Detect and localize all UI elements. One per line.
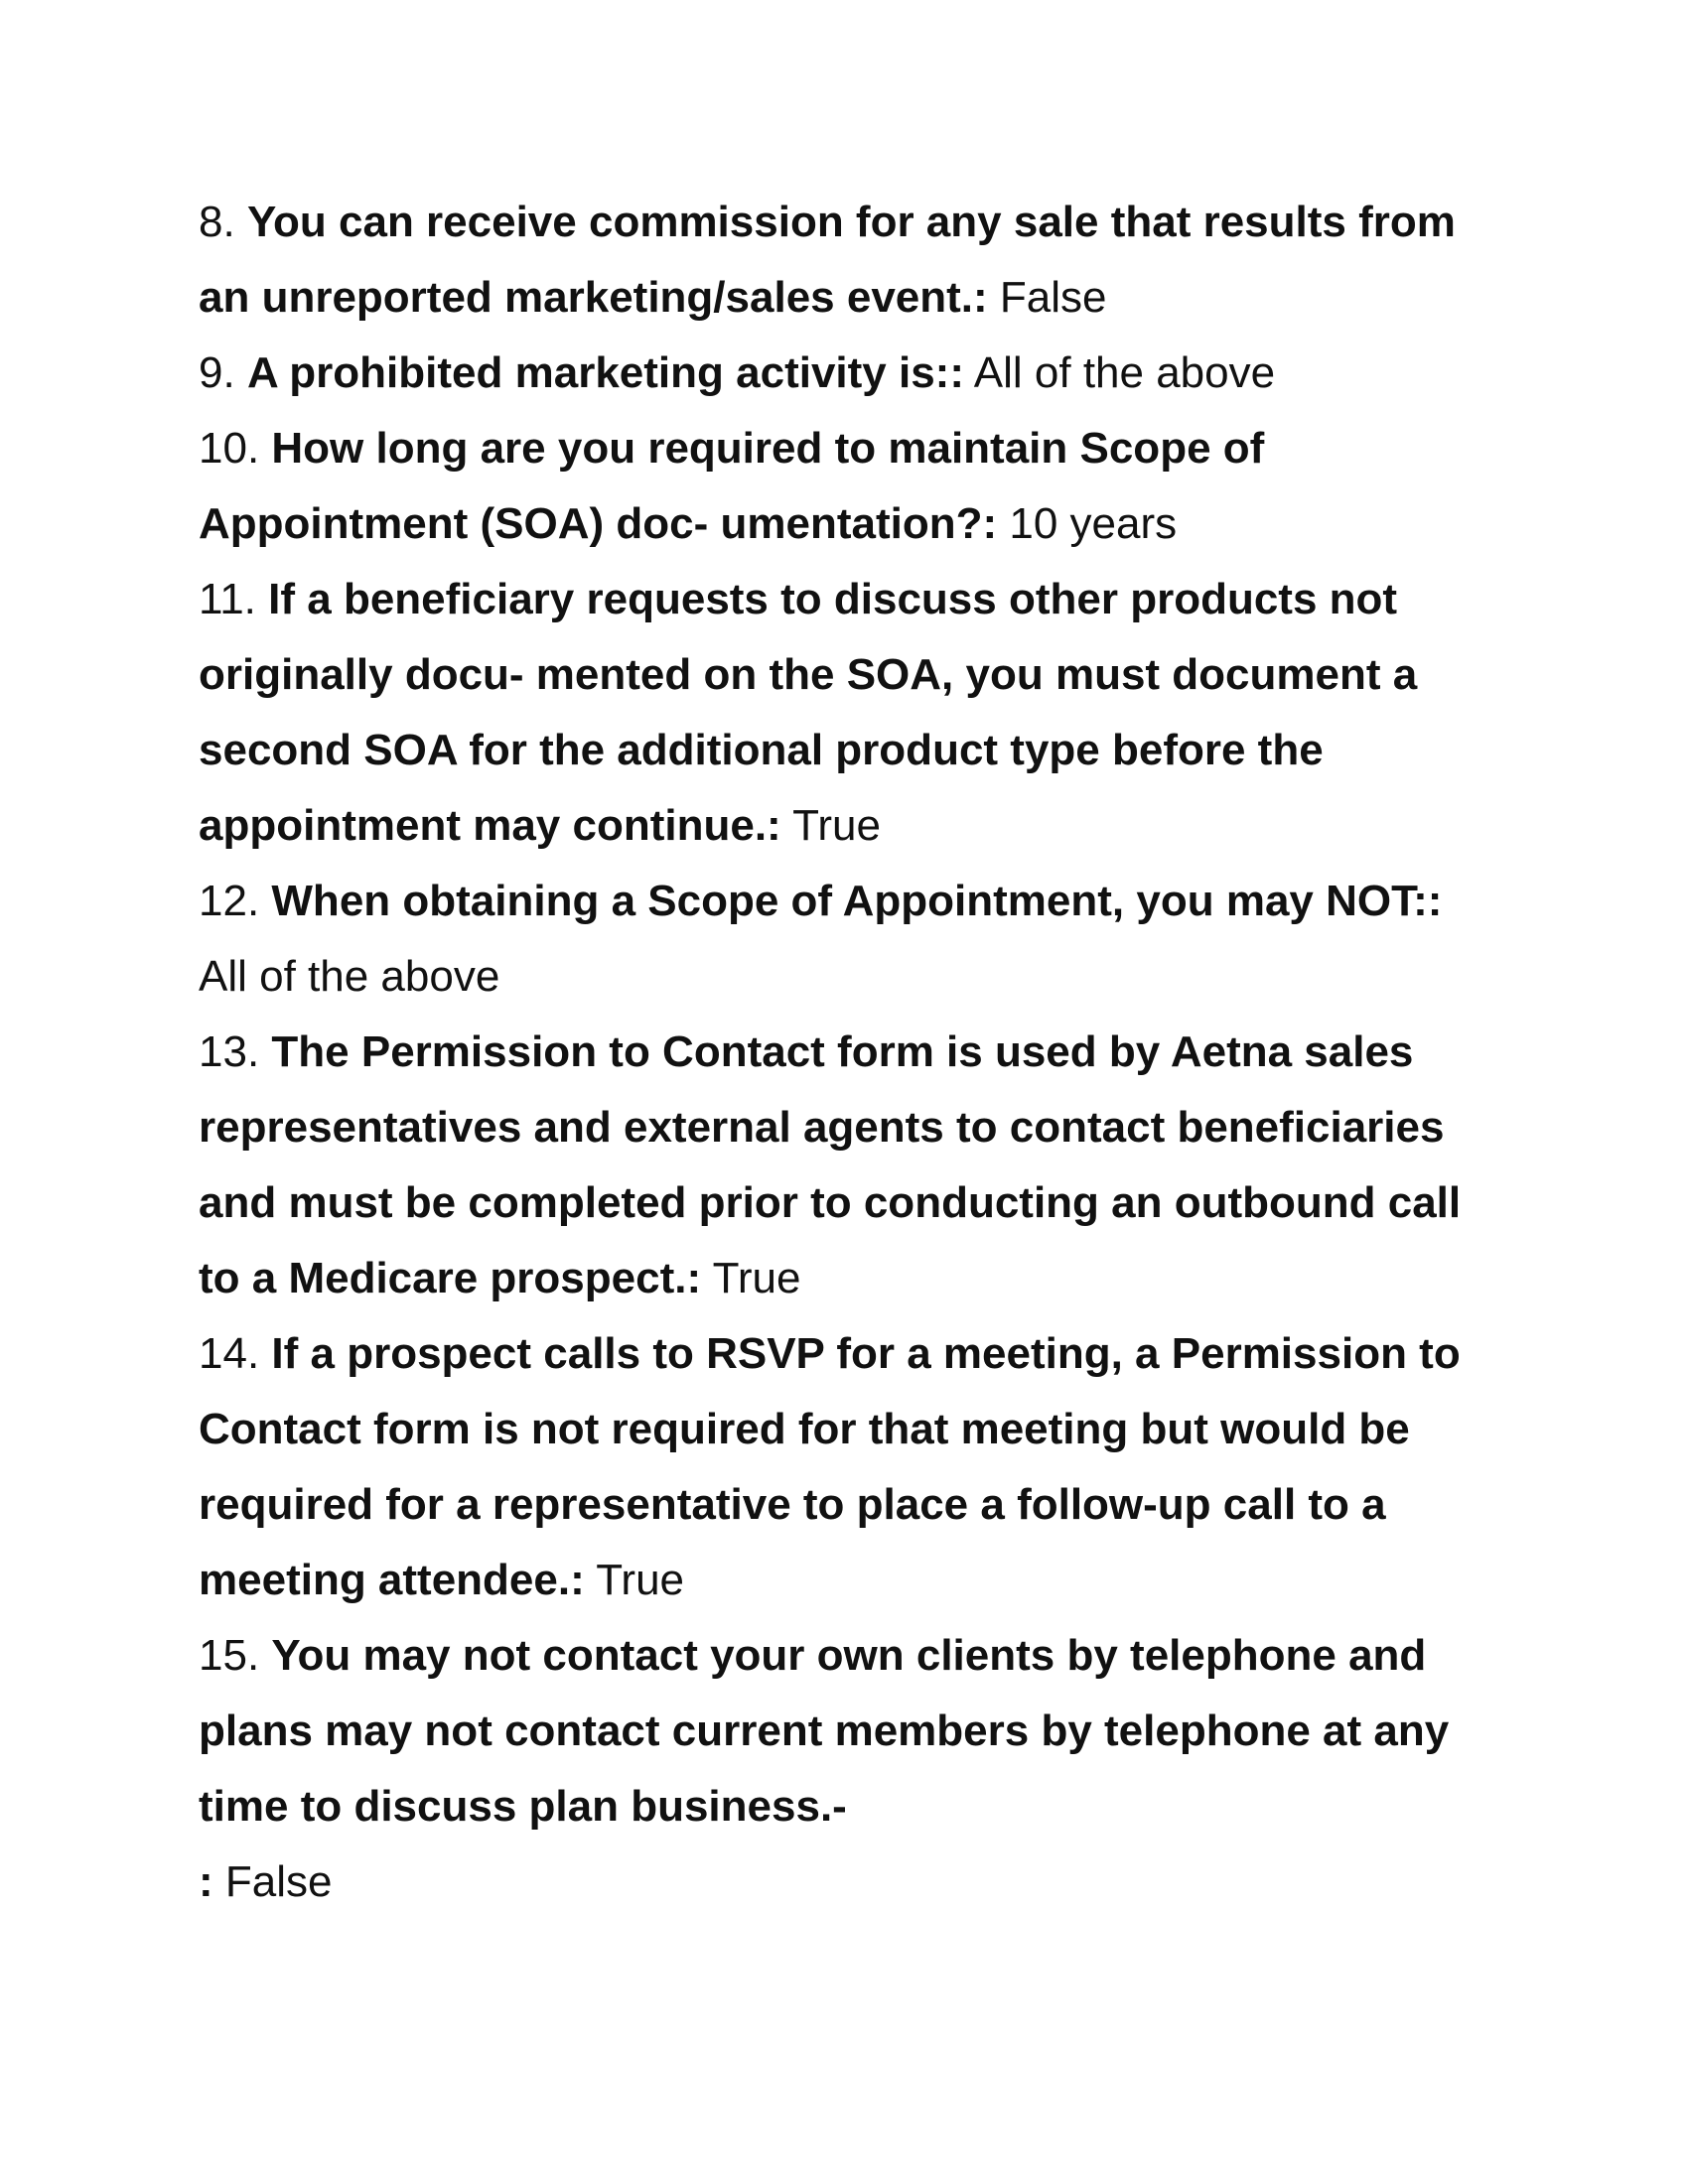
qa-item-9	[199, 336, 1489, 411]
qa-item-12	[199, 864, 1489, 1015]
item-number: 11.	[199, 575, 256, 623]
item-number: 15.	[199, 1631, 260, 1680]
question-text: The Permission to Contact form is used by Aetna sales representatives and external agents to contact beneficiaries and must be completed prior to conducting an outbound call to a Medicare prospect.:	[199, 1027, 1462, 1302]
answer-text: False	[224, 1857, 333, 1906]
item-number: 14.	[199, 1329, 260, 1378]
answer-text: All of the above	[973, 348, 1276, 397]
question-text: How long are you required to maintain Scope of Appointment (SOA) doc- umentation?:	[199, 424, 1265, 548]
answer-text: True	[792, 801, 881, 850]
qa-item-14	[199, 1316, 1489, 1618]
answer-text: True	[596, 1556, 685, 1604]
qa-item-8	[199, 185, 1489, 336]
question-text: If a prospect calls to RSVP for a meeting, a Permission to Contact form is not required for that meeting but would be required for a representative to place a follow-up call to a meeting attendee.:	[199, 1329, 1461, 1604]
answer-text: All of the above	[199, 952, 500, 1001]
question-text: If a beneficiary requests to discuss other products not originally docu- mented on the SOA, you must document a second SOA for the additional product type before the appointment may continue.:	[199, 575, 1418, 850]
qa-item-11	[199, 562, 1489, 864]
item-number: 9.	[199, 348, 235, 397]
qa-item-10	[199, 411, 1489, 562]
item-number: 12.	[199, 877, 260, 925]
item-number: 8.	[199, 198, 235, 246]
question-text: You can receive commission for any sale that results from an unreported marketing/sales event.:	[199, 198, 1456, 322]
question-text: A prohibited marketing activity is::	[246, 348, 964, 397]
answer-text: False	[999, 273, 1107, 322]
question-tail: :	[199, 1857, 213, 1906]
qa-item-13	[199, 1015, 1489, 1316]
qa-item-15	[199, 1618, 1489, 1844]
question-text: When obtaining a Scope of Appointment, you may NOT::	[271, 877, 1443, 925]
answer-text: 10 years	[1009, 499, 1178, 548]
question-text: You may not contact your own clients by telephone and plans may not contact current members by telephone at any time to discuss plan business.-	[199, 1631, 1450, 1831]
qa-item-15-answer-line	[199, 1844, 1489, 1920]
item-number: 10.	[199, 424, 260, 473]
item-number: 13.	[199, 1027, 260, 1076]
answer-text: True	[712, 1254, 801, 1302]
document-page	[199, 185, 1489, 1920]
